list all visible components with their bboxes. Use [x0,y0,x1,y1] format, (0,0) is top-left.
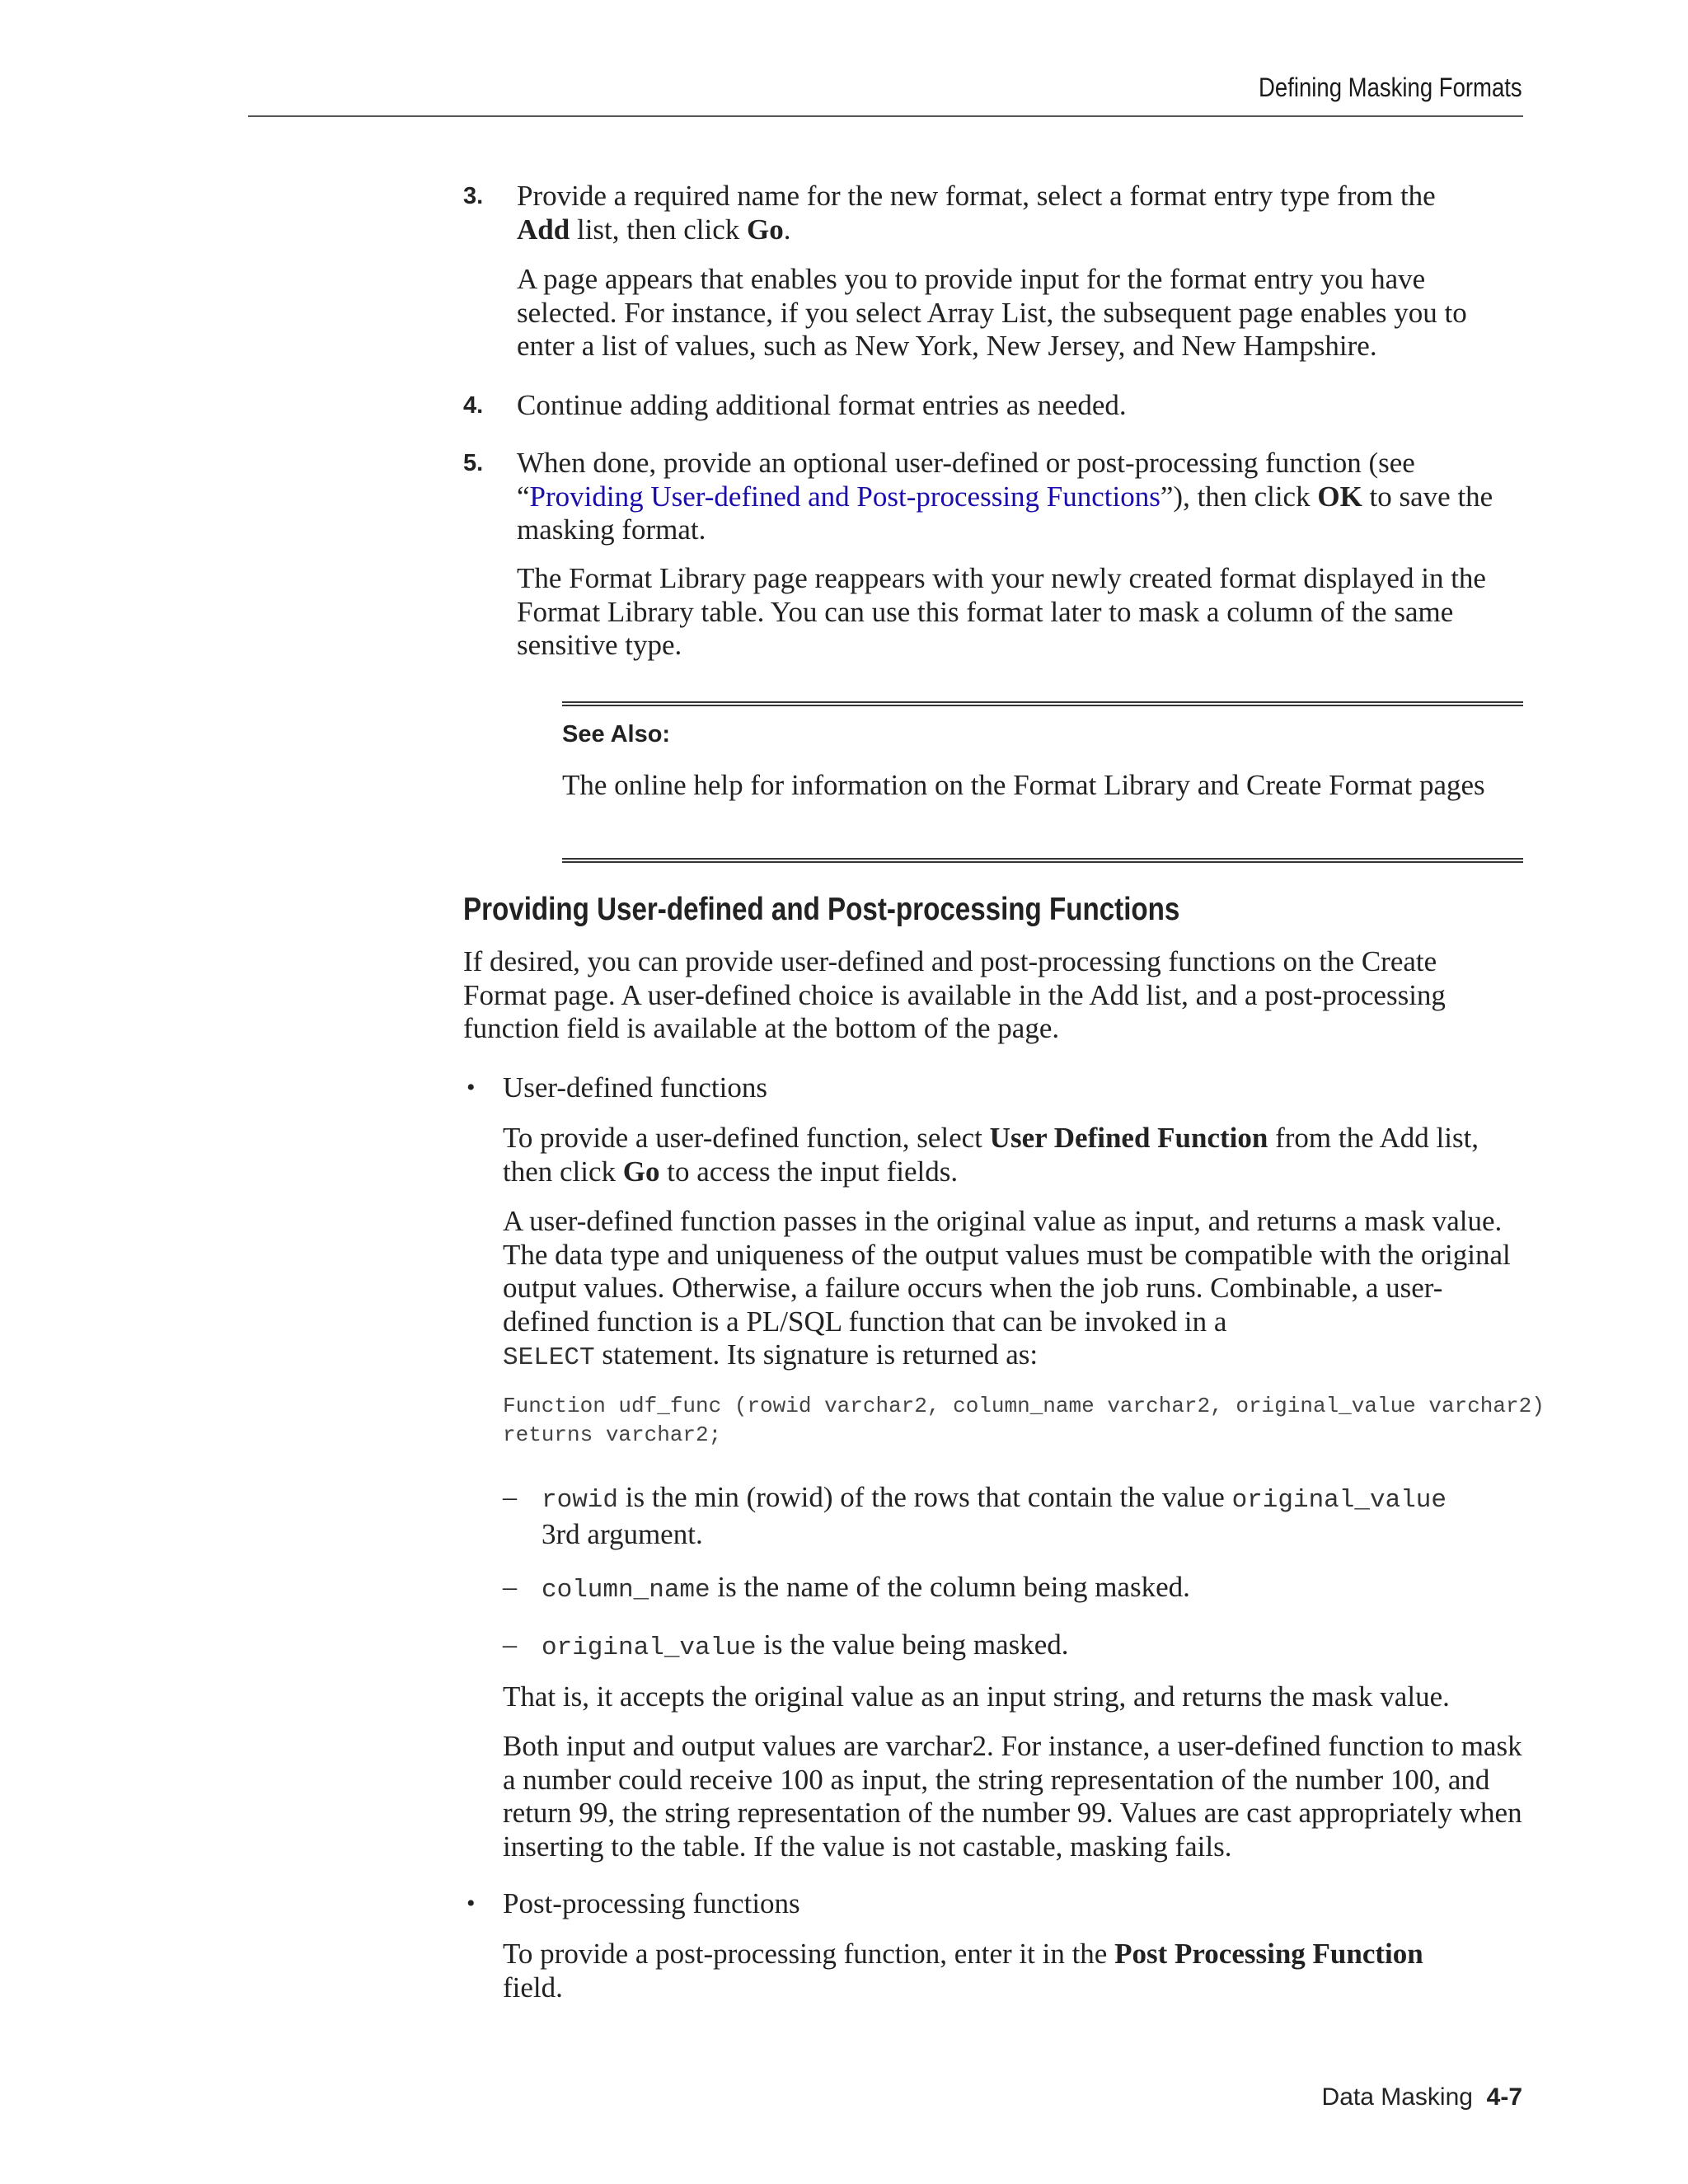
step-3-paragraph: Provide a required name for the new format, select a format entry type from the Add list, then click Go. [517,180,1436,246]
step-5-detail: The Format Library page reappears with your newly created format displayed in the Format Library table. You can use this format later to mask a column of the same sensitive type. [517,562,1486,661]
header-rule [248,115,1523,117]
go-term-2: Go [622,1155,660,1188]
bullet-marker: • [467,1074,476,1101]
go-term: Go [747,213,784,246]
user-defined-function-term: User Defined Function [989,1122,1268,1154]
dash-marker: – [503,1572,517,1602]
footer-page-number: 4-7 [1486,2083,1522,2111]
step-5-paragraph: When done, provide an optional user-defined or post-processing function (see “Providing User-defined and Post-processing Functions”), then click OK to save the masking format. [517,447,1493,546]
select-keyword: SELECT [503,1343,595,1372]
user-defined-description: A user-defined function passes in the original value as input, and returns a mask value. The data type and uniqueness of the output values must be compatible with the original output values. Otherwise, a failure occurs when the job runs. Combinable, a user-defined function is a PL/SQL function that can be invoked in a SELECT statement. Its signature is returned as: [503,1205,1511,1372]
step-4-paragraph: Continue adding additional format entries as needed. [517,389,1127,421]
step-5-number: 5. [463,450,484,476]
add-list-term: Add [517,213,570,246]
user-defined-summary: That is, it accepts the original value as an input string, and returns the mask value. [503,1680,1450,1713]
function-signature-code: Function udf_func (rowid varchar2, column_name varchar2, original_value varchar2) returns varchar2; [503,1394,1545,1447]
user-defined-datatype-note: Both input and output values are varchar2. For instance, a user-defined function to mask a number could receive 100 as input, the string representation of the number 100, and return 99, the string representation of the number 99. Values are cast appropriately when inserting to the table. If the value is not castable, masking fails. [503,1730,1522,1863]
param-original-value: original_value is the value being masked. [542,1629,1069,1662]
param-rowid: rowid is the min (rowid) of the rows that contain the value original_value 3rd argument. [542,1481,1447,1550]
bullet-post-processing-title: Post-processing functions [503,1887,800,1919]
post-processing-function-term: Post Processing Function [1114,1938,1423,1970]
page-footer [1322,2083,1522,2111]
section-intro: If desired, you can provide user-defined and post-processing functions on the Create Format page. A user-defined choice is available in the Add list, and a post-processing function field is available at the bottom of the page. [463,945,1446,1044]
dash-marker: – [503,1482,517,1512]
footer-chapter: Data Masking [1321,2083,1473,2111]
providing-functions-link[interactable]: Providing User-defined and Post-processing Functions [529,480,1160,513]
see-also-text: The online help for information on the Format Library and Create Format pages [562,769,1485,801]
dash-marker: – [503,1629,517,1660]
post-processing-instructions: To provide a post-processing function, enter it in the Post Processing Function field. [503,1938,1423,2004]
step-4-number: 4. [463,392,484,419]
step-3-detail: A page appears that enables you to provide input for the format entry you have selected. For instance, if you select Array List, the subsequent page enables you to enter a list of values, such as New York, New Jersey, and New Hampshire. [517,263,1467,362]
see-also-label: See Also: [562,721,671,748]
bullet-marker: • [467,1890,476,1917]
running-header: Defining Masking Formats [1259,73,1522,102]
ok-term: OK [1317,480,1362,513]
see-also-bottom-rule [562,858,1523,863]
step-3-number: 3. [463,183,484,209]
param-column-name: column_name is the name of the column being masked. [542,1571,1190,1605]
bullet-user-defined-title: User-defined functions [503,1071,767,1104]
user-defined-instructions: To provide a user-defined function, select User Defined Function from the Add list, then click Go to access the input fields. [503,1122,1479,1188]
section-heading: Providing User-defined and Post-processing Functions [463,892,1180,927]
see-also-top-rule [562,701,1523,706]
